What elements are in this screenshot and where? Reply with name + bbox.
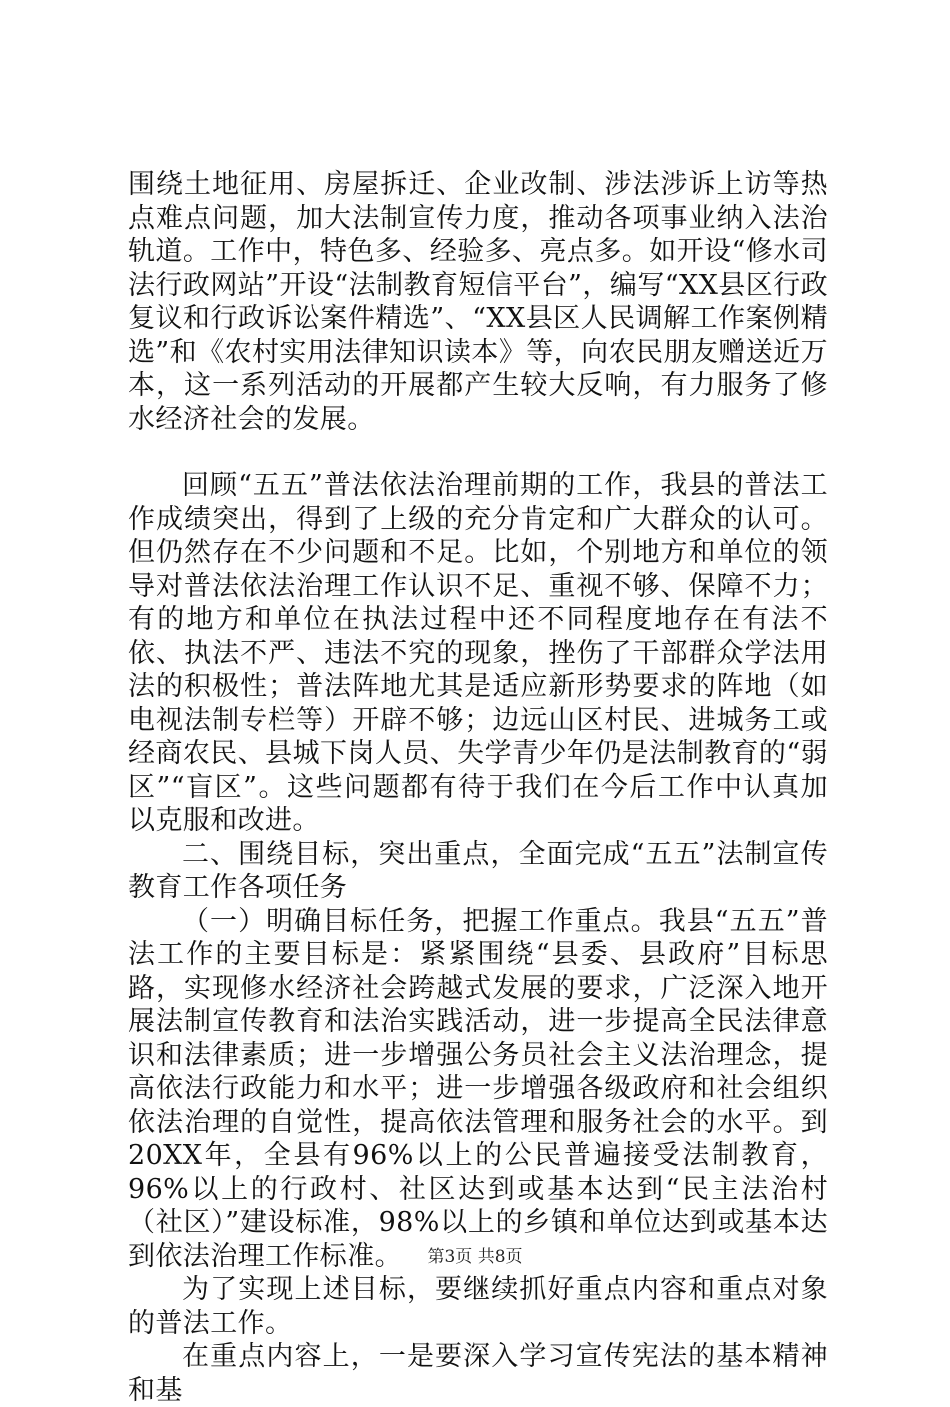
paragraph-spacer [128, 436, 828, 469]
paragraph-2: 回顾“五五”普法依法治理前期的工作，我县的普法工作成绩突出，得到了上级的充分肯定和广大群众的认可。但仍然存在不少问题和不足。比如，个别地方和单位的领导对普法依法治理工作认识不足、重视不够、保障不力；有的地方和单位在执法过程中还不同程度地存在有法不依、执法不严、违法不究的现象，挫伤了干部群众学法用法的积极性；普法阵地尤其是适应新形势要求的阵地（如电视法制专栏等）开辟不够；边远山区村民、进城务工或经商农民、县城下岗人员、失学青少年仍是法制教育的“弱区”“盲区”。这些问题都有待于我们在今后工作中认真加以克服和改进。 [128, 470, 828, 836]
section-heading: 二、围绕目标，突出重点，全面完成“五五”法制宣传教育工作各项任务 [128, 838, 828, 903]
paragraph-5: 在重点内容上，一是要深入学习宣传宪法的基本精神和基 [128, 1341, 828, 1406]
paragraph-4: 为了实现上述目标，要继续抓好重点内容和重点对象的普法工作。 [128, 1274, 828, 1339]
document-body [128, 168, 828, 1407]
page-number-footer: 第3页 共8页 [427, 1247, 523, 1267]
paragraph-3: （一）明确目标任务，把握工作重点。我县“五五”普法工作的主要目标是：紧紧围绕“县委、县政府”目标思路，实现修水经济社会跨越式发展的要求，广泛深入地开展法制宣传教育和法治实践活动，进一步提高全民法律意识和法律素质；进一步增强公务员社会主义法治理念，提高依法行政能力和水平；进一步增强各级政府和社会组织依法治理的自觉性，提高依法管理和服务社会的水平。到20XX年，全县有96%以上的公民普遍接受法制教育，96%以上的行政村、社区达到或基本达到“民主法治村（社区）”建设标准，98%以上的乡镇和单位达到或基本达到依法治理工作标准。 [128, 905, 828, 1272]
paragraph-1: 围绕土地征用、房屋拆迁、企业改制、涉法涉诉上访等热点难点问题，加大法制宣传力度，推动各项事业纳入法治轨道。工作中，特色多、经验多、亮点多。如开设“修水司法行政网站”开设“法制教育短信平台”，编写“XX县区行政复议和行政诉讼案件精选”、“XX县区人民调解工作案例精选”和《农村实用法律知识读本》等，向农民朋友赠送近万本，这一系列活动的开展都产生较大反响，有力服务了修水经济社会的发展。 [128, 169, 828, 435]
